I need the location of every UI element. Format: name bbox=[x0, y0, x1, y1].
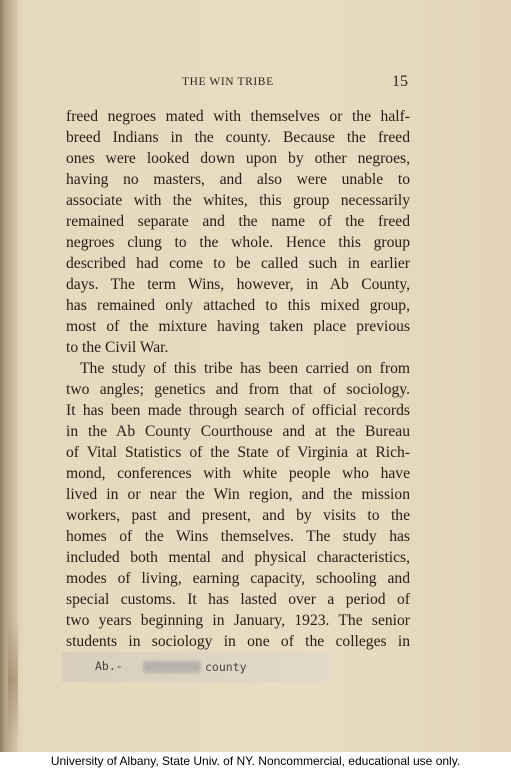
archive-credit: University of Albany, State Univ. of NY. Noncommercial, educational use only. bbox=[0, 752, 511, 770]
text-line: students in sociology in one of the colleges in bbox=[66, 633, 410, 650]
text-line: special customs. It has lasted over a period of bbox=[66, 591, 410, 608]
text-line: ones were looked down upon by other negroes, bbox=[66, 150, 410, 167]
text-line: freed negroes mated with themselves or the half- bbox=[66, 108, 410, 125]
text-line: has remained only attached to this mixed group, bbox=[66, 297, 410, 314]
text-line: associate with the whites, this group necessarily bbox=[66, 192, 410, 209]
text-line: included both mental and physical characteristics, bbox=[66, 549, 410, 566]
spine-shadow bbox=[8, 620, 18, 740]
text-line: of Vital Statistics of the State of Virginia at Rich- bbox=[66, 444, 410, 461]
text-line: two angles; genetics and from that of sociology. bbox=[66, 381, 410, 398]
running-title: THE WIN TRIBE bbox=[182, 76, 274, 88]
text-line: most of the mixture having taken place previous bbox=[66, 318, 410, 335]
paragraph-1 bbox=[66, 106, 410, 358]
redacted-name bbox=[143, 661, 201, 673]
body-text bbox=[66, 106, 410, 652]
text-line: modes of living, earning capacity, schooling and bbox=[66, 570, 410, 587]
text-line: days. The term Wins, however, in Ab County, bbox=[66, 276, 410, 293]
stamp-prefix: Ab.- bbox=[95, 659, 123, 673]
text-line: mond, conferences with white people who have bbox=[66, 465, 410, 482]
text-line: to the Civil War. bbox=[66, 339, 169, 356]
text-line: negroes clung to the whole. Hence this group bbox=[66, 234, 410, 251]
text-line: It has been made through search of official records bbox=[66, 402, 410, 419]
text-line: remained separate and the name of the freed bbox=[66, 213, 410, 230]
page-number: 15 bbox=[392, 73, 408, 90]
text-line: The study of this tribe has been carried on from bbox=[80, 360, 410, 377]
text-line: homes of the Wins themselves. The study has bbox=[66, 528, 410, 545]
text-line: having no masters, and also were unable to bbox=[66, 171, 410, 188]
text-line: two years beginning in January, 1923. The senior bbox=[66, 612, 410, 629]
text-line: breed Indians in the county. Because the freed bbox=[66, 129, 410, 146]
text-line: workers, past and present, and by visits to the bbox=[66, 507, 410, 524]
text-line: described had come to be called such in earlier bbox=[66, 255, 410, 272]
stamp-suffix: county bbox=[205, 660, 247, 674]
paragraph-2 bbox=[66, 358, 410, 652]
text-line: in the Ab County Courthouse and at the Bureau bbox=[66, 423, 410, 440]
text-line: lived in or near the Win region, and the mission bbox=[66, 486, 410, 503]
